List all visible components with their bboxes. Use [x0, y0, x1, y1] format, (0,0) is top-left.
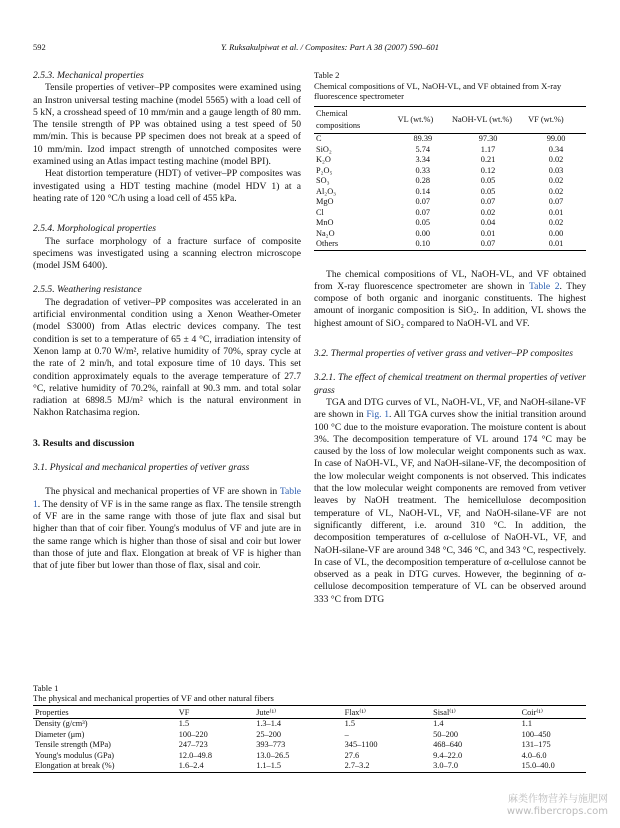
figure-1-link[interactable]: Fig. 1	[366, 409, 390, 421]
paragraph: TGA and DTG curves of VL, NaOH-VL, VF, and NaOH-silane-VF are shown in Fig. 1. All TGA curves show the initial transition around 100 °C due to the moisture evaporation. The moisture content is about 3%. The decomposition temperature of VL around 174 °C may be caused by the loss of low molecular weight components such as wax. In case of NaOH-VL, VF, and NaOH-silane-VF, the decomposition of the low molecular weight components is not observed. This indicates that the low molecular weight components are removed from vetiver leaves by NaOH treatment. The hemicellulose decomposition temperature of VL, NaOH-VL, VF, and NaOH-silane-VF are not significantly different, i.e. around 310 °C. In addition, the decomposition temperatures of α-cellulose of NaOH-VL, VF, and NaOH-silane-VF are around 348 °C, 346 °C, and 343 °C, respectively. In case of VL, the decomposition temperature of α-cellulose cannot be observed as a peak in DTG curves. However, the beginning of α-cellulose decomposition temperature of VL can be observed around 333 °C from DTG	[314, 396, 586, 605]
table2-cell: C	[316, 134, 322, 144]
table2-cell: 0.10	[396, 239, 450, 250]
table-row	[314, 155, 586, 166]
table1-cell: 1.1	[521, 719, 532, 728]
table2-header-cell: NaOH-VL (wt.%)	[450, 106, 526, 134]
table-2	[314, 70, 586, 251]
table2-cell: Na₂O	[316, 228, 335, 238]
table1-cell: 131–175	[521, 740, 551, 749]
table1-header-cell: Properties	[33, 706, 177, 719]
table1-cell: Young's modulus (GPa)	[35, 750, 115, 760]
table1-header-cell: VF	[177, 706, 254, 719]
table2-cell: MgO	[316, 197, 334, 207]
table1-cell: 3.0–7.0	[431, 761, 519, 772]
left-column	[33, 70, 301, 572]
section-3-title: 3. Results and discussion	[33, 437, 135, 449]
table1-cell: 1.4	[433, 719, 444, 728]
paragraph: Tensile properties of vetiver–PP composites were examined using an Instron universal testing machine (model 5565) with a load cell of 5 kN, a crosshead speed of 10 mm/min and a gauge length of 80 mm. The tensile strength of PP was obtained using a test speed of 50 mm/min. This is because PP specimen does not break at a speed of 10 mm/min. Izod impact strength of unnotched composites were examined using an Atlas impact testing machine (model BPI).	[33, 82, 301, 168]
table1-cell: 100–220	[178, 729, 208, 739]
table2-cell: 0.07	[415, 207, 431, 217]
table1-cell: 1.1–1.5	[254, 761, 342, 772]
table1-cell: 345–1100	[344, 740, 378, 749]
table1-cell: Density (g/cm³)	[35, 719, 88, 728]
table2-cell: SiO₂	[316, 144, 332, 154]
paragraph: The surface morphology of a fracture surface of composite specimens was investigated using a scanning electron microscope (model JSM 6400).	[33, 235, 301, 272]
section-2-5-4-title: 2.5.4. Morphological properties	[33, 223, 157, 235]
table-1	[33, 683, 586, 773]
paragraph: The degradation of vetiver–PP composites was accelerated in an artificial environmental condition using a Xenon Weather-Ometer (model S3000) from Atlas electric devices company. The test condition is set to a temperature of 65 ± 4 °C, irradiation intensity of Xenon lamp at 0.70 W/m², relative humidity of 70%, spray cycle at the rate of 2 min/h, and total exposure time of 10 days. This set condition approximately equals to the average temperature of 27.7 °C, relative humidity of 70.2%, rainfall at 90.3 mm. and total solar radiation at 6898.5 MJ/m² which is the natural environment in Nakhon Ratchasima region.	[33, 296, 301, 419]
table2-cell: 1.17	[480, 144, 496, 154]
table2-cell: 0.03	[548, 165, 564, 175]
section-3-2-1-title: 3.2.1. The effect of chemical treatment on thermal properties of vetiver grass	[314, 372, 586, 396]
table2-cell: 5.74	[415, 144, 431, 154]
table-row	[33, 761, 586, 772]
table-row	[33, 751, 586, 762]
table2-cell: 0.00	[548, 228, 564, 238]
table2-cell: 0.28	[415, 176, 431, 186]
table1-cell: Elongation at break (%)	[33, 761, 177, 772]
section-2-5-3-title: 2.5.3. Mechanical properties	[33, 70, 144, 81]
table1-cell: Diameter (μm)	[35, 729, 85, 739]
table1-cell: 1.3–1.4	[256, 719, 282, 728]
table2-cell: 0.34	[548, 144, 564, 154]
section-3-1-title: 3.1. Physical and mechanical properties of vetiver grass	[33, 462, 250, 474]
table-row	[314, 197, 586, 208]
table-row	[314, 239, 586, 250]
table2-cell: 0.02	[548, 155, 564, 165]
table2-cell: 3.34	[415, 155, 431, 165]
table1-cell: 100–450	[521, 729, 551, 739]
table2-cell: 0.01	[526, 239, 586, 250]
table-row	[314, 176, 586, 187]
table2-cell: 0.05	[415, 218, 431, 228]
table1-cell: 4.0–6.0	[521, 750, 547, 760]
table1-header-cell: Flax⁽¹⁾	[343, 706, 431, 719]
table2-header-cell: Chemical compositions	[314, 106, 396, 134]
table2-cell: K₂O	[316, 155, 331, 165]
table1-cell: 27.6	[344, 750, 360, 760]
table2-cell: 97.30	[478, 134, 498, 144]
section-2-5-5-title: 2.5.5. Weathering resistance	[33, 284, 142, 296]
table-row	[33, 730, 586, 741]
table2-cell: P₂O₅	[316, 165, 333, 175]
table2-cell: 0.05	[480, 186, 496, 196]
table1-cell: –	[344, 729, 349, 739]
table2-cell: 0.14	[415, 186, 431, 196]
paragraph: The physical and mechanical properties of VF are shown in Table 1. The density of VF is in the same range as flax. The tensile strength of VF are in the same range with those of jute flax and sisal but higher than that of coir fiber. Young's modulus of VF and jute are in the same range which is higher than those of sisal and coir but lower than those of jute and flax. Elongation at break of VF is higher than that of jute fiber but lower than those of flax, sisal and coir.	[33, 486, 301, 572]
table-row	[314, 145, 586, 156]
table-row	[314, 166, 586, 177]
table-row	[33, 719, 586, 730]
table1-header-cell: Jute⁽¹⁾	[254, 706, 342, 719]
table2-cell: 0.05	[480, 176, 496, 186]
table2-cell: 0.07	[415, 197, 431, 207]
table2-cell: 89.39	[413, 134, 433, 144]
table-1-caption: The physical and mechanical properties of VF and other natural fibers	[33, 693, 274, 703]
table1-cell: 1.6–2.4	[177, 761, 254, 772]
table1-cell: 1.5	[178, 719, 190, 728]
table-2-caption: Chemical compositions of VL, NaOH-VL, and VF obtained from X-ray fluorescence spectrometer	[314, 80, 562, 101]
table2-cell: MnO	[316, 218, 334, 228]
table-2-link[interactable]: Table 2	[528, 280, 560, 292]
table1-cell: 25–200	[256, 729, 282, 739]
running-header	[33, 42, 587, 52]
table2-cell: 0.12	[480, 165, 496, 175]
table1-cell: Tensile strength (MPa)	[35, 740, 111, 749]
table1-cell: 9.4–22.0	[433, 750, 463, 760]
table2-cell: 0.00	[415, 228, 431, 238]
table2-cell: 0.33	[415, 165, 431, 175]
table1-header-cell: Coir⁽¹⁾	[520, 706, 586, 719]
table-row	[314, 208, 586, 219]
table2-header-cell: VF (wt.%)	[526, 106, 586, 134]
table1-cell: 15.0–40.0	[520, 761, 586, 772]
paragraph: The chemical compositions of VL, NaOH-VL, and VF obtained from X-ray fluorescence spectrometer are shown in Table 2. They compose of both organic and inorganic constituents. The highest amount of inorganic composition is SiO₂. In addition, VL shows the highest amount of SiO₂ compared to NaOH-VL and VF.	[314, 268, 586, 329]
table1-cell: 1.5	[344, 719, 356, 728]
table2-cell: 99.00	[546, 134, 566, 144]
table2-cell: 0.02	[548, 186, 564, 196]
table2-cell: 0.02	[480, 207, 496, 217]
table-row	[314, 229, 586, 240]
table2-header-cell: VL (wt.%)	[396, 106, 450, 134]
table1-cell: 247–723	[178, 740, 208, 749]
table-1-label: Table 1	[33, 683, 59, 693]
journal-citation: Y. Ruksakulpiwat et al. / Composites: Part A 38 (2007) 590–601	[220, 42, 439, 52]
table1-cell: 468–640	[433, 740, 463, 749]
table2-cell: SO₃	[316, 176, 330, 186]
table2-cell: 0.01	[548, 207, 564, 217]
table1-cell: 393–773	[256, 740, 286, 749]
table-1-link[interactable]: Table 1	[33, 486, 301, 510]
table-row	[314, 218, 586, 229]
table2-cell: 0.02	[548, 218, 564, 228]
table2-cell: Others	[314, 239, 396, 250]
table2-cell: 0.01	[480, 228, 496, 238]
table-row	[33, 740, 586, 751]
table-2-grid	[314, 106, 586, 251]
table2-cell: 0.07	[450, 239, 526, 250]
table2-cell: 0.04	[480, 218, 496, 228]
table1-cell: 13.0–26.5	[256, 750, 290, 760]
table2-cell: 0.07	[548, 197, 564, 207]
table1-cell: 50–200	[433, 729, 459, 739]
table-1-grid	[33, 705, 586, 773]
table-row	[314, 187, 586, 198]
watermark: 麻类作物营养与施肥网 www.fibercrops.com	[506, 794, 608, 817]
table-2-label: Table 2	[314, 70, 340, 80]
table2-cell: 0.07	[480, 197, 496, 207]
table2-cell: 0.02	[548, 176, 564, 186]
table1-cell: 12.0–49.8	[178, 750, 212, 760]
table-row	[314, 134, 586, 145]
table2-cell: Al₂O₃	[316, 186, 337, 196]
section-3-2-title: 3.2. Thermal properties of vetiver grass and vetiver–PP composites	[314, 348, 573, 360]
table1-cell: 2.7–3.2	[343, 761, 431, 772]
table1-header-cell: Sisal⁽¹⁾	[431, 706, 519, 719]
table2-cell: 0.21	[480, 155, 496, 165]
paragraph: Heat distortion temperature (HDT) of vetiver–PP composites was investigated using a HDT testing machine (model HDV 1) at a heating rate of 120 °C/h using a load cell of 455 kPa.	[33, 168, 301, 204]
right-column	[314, 70, 586, 606]
page-number: 592	[33, 42, 46, 52]
table2-cell: Cl	[316, 207, 324, 217]
